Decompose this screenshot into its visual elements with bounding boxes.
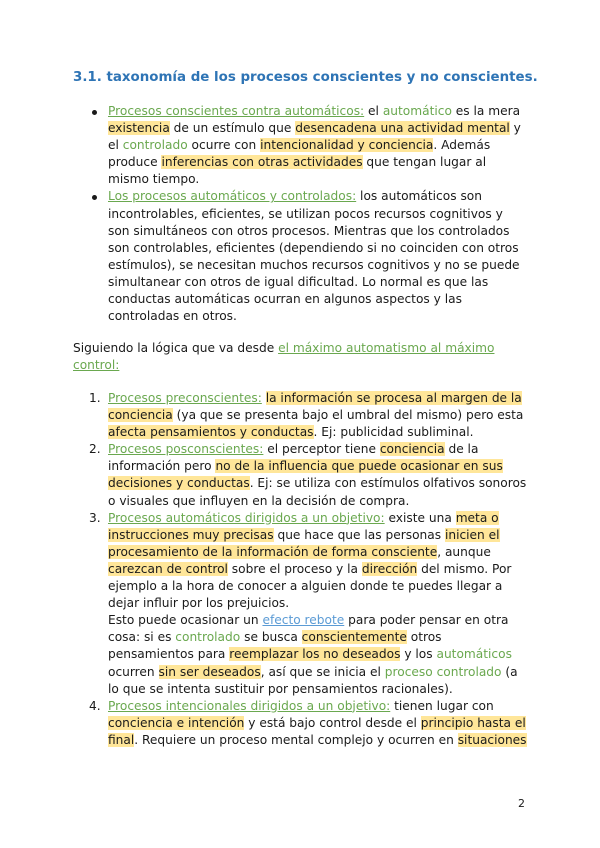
text-run: (a lo que se intenta sustituir por pensamientos racionales).: [108, 664, 518, 696]
efecto-rebote-link[interactable]: efecto rebote: [262, 613, 345, 628]
bullet-title-link[interactable]: Procesos conscientes contra automáticos:: [108, 104, 365, 118]
section-heading: 3.1. taxonomía de los procesos conscientes y no conscientes.: [73, 70, 538, 85]
term-proceso-controlado: proceso controlado: [384, 664, 502, 679]
item-number: 3.: [89, 510, 101, 525]
item-number: 4.: [89, 698, 101, 713]
item-number: 2.: [89, 442, 101, 457]
text-run: sobre el proceso y la: [227, 561, 362, 576]
highlight: existencia: [108, 121, 170, 136]
text-run: (ya que se presenta bajo el umbral del mismo) pero esta: [172, 408, 524, 423]
text-run: ocurren: [108, 664, 159, 679]
text-run: que hace que las personas: [273, 527, 445, 542]
bullet-item: [108, 188, 528, 325]
term-controlado: controlado: [122, 138, 188, 153]
text-run: . Requiere un proceso mental complejo y ocurren en: [134, 732, 458, 747]
list-item: [89, 510, 528, 698]
term-automatico: automático: [382, 104, 452, 118]
item-title-link[interactable]: Procesos preconscientes:: [108, 391, 262, 405]
bullet-item: [108, 103, 528, 188]
text-run: y está bajo control desde el: [244, 715, 421, 730]
bullet-title-link[interactable]: Los procesos automáticos y controlados:: [108, 189, 357, 204]
text-run: es la mera: [451, 104, 521, 118]
text-run: que tengan lugar al mismo tiempo.: [108, 155, 487, 187]
item-title-link[interactable]: Procesos automáticos dirigidos a un objetivo:: [108, 510, 385, 525]
term-automaticos: automáticos: [436, 647, 512, 662]
text-run: y los: [400, 647, 437, 662]
highlight: sin ser deseados: [158, 664, 261, 679]
highlight: intencionalidad y conciencia: [260, 138, 434, 153]
highlight: conciencia e intención: [108, 715, 245, 730]
item-title-link[interactable]: Procesos intencionales dirigidos a un objetivo:: [108, 698, 391, 713]
list-item: [89, 441, 528, 509]
text-run: se busca: [240, 630, 302, 645]
intro-link[interactable]: el máximo automatismo al máximo control:: [73, 341, 495, 373]
bullet-list: [108, 103, 528, 325]
text-run: los automáticos son incontrolables, eficientes, se utilizan pocos recursos cognitivos y son simultáneos con otros procesos. Mientras que los controlados son controlables, eficientes (dependiendo si no coinciden con otros estímulos), se necesitan muchos recursos cognitivos y no se puede simultanear con otros de igual dificultad. Lo normal es que las conductas automáticas ocurran en algunos aspectos y las controladas en otros.: [108, 189, 520, 324]
highlight: afecta pensamientos y conductas: [108, 425, 314, 440]
item-number: 1.: [89, 391, 101, 405]
text-run: otros pensamientos para: [108, 630, 442, 662]
text-run: ocurre con: [187, 138, 261, 153]
text-run: , así que se inicia el: [260, 664, 385, 679]
highlight: conscientemente: [301, 630, 407, 645]
highlight: conciencia: [379, 442, 445, 457]
list-item: [89, 390, 528, 441]
text-run: de la información pero: [108, 442, 479, 474]
highlight: dirección: [361, 561, 418, 576]
text-run: , aunque: [437, 544, 491, 559]
text-run: para poder pensar en otra cosa: si es: [108, 613, 509, 645]
highlight: carezcan de control: [108, 561, 228, 576]
text-run: del mismo. Por ejemplo a la hora de conocer a alguien donde te puedes llegar a dejar influir por los prejuicios.: [108, 561, 512, 611]
text-run: tienen lugar con: [390, 698, 494, 713]
text-run: de un estímulo que: [169, 121, 296, 136]
item-title-link[interactable]: Procesos posconscientes:: [108, 442, 264, 457]
list-item: [89, 698, 528, 749]
text-run: . Ej: publicidad subliminal.: [313, 425, 474, 440]
highlight: inferencias con otras actividades: [161, 155, 363, 170]
term-controlado: controlado: [175, 630, 241, 645]
page-number: 2: [518, 797, 525, 810]
text-run: Siguiendo la lógica que va desde: [73, 341, 279, 355]
text-run: Esto puede ocasionar un: [108, 613, 263, 628]
text-run: el: [364, 104, 383, 118]
highlight: desencadena una actividad mental: [295, 121, 510, 136]
highlight: reemplazar los no deseados: [229, 647, 401, 662]
text-run: y el: [108, 121, 521, 153]
text-run: existe una: [384, 510, 456, 525]
highlight: situaciones: [457, 732, 527, 747]
highlight: la información se procesa al margen de la conciencia: [108, 391, 522, 423]
text-run: . Además produce: [108, 138, 491, 170]
highlight: principio hasta el final: [108, 715, 526, 747]
text-run: . Ej: se utiliza con estímulos olfativos sonoros o visuales que influyen en la decisión de compra.: [108, 476, 527, 508]
numbered-list: [89, 390, 528, 749]
highlight: inicien el procesamiento de la información de forma consciente: [108, 527, 500, 559]
text-run: el perceptor tiene: [263, 442, 380, 457]
intro-paragraph: [73, 340, 513, 374]
highlight: no de la influencia que puede ocasionar en sus decisiones y conductas: [108, 459, 503, 491]
highlight: meta o instrucciones muy precisas: [108, 510, 499, 542]
